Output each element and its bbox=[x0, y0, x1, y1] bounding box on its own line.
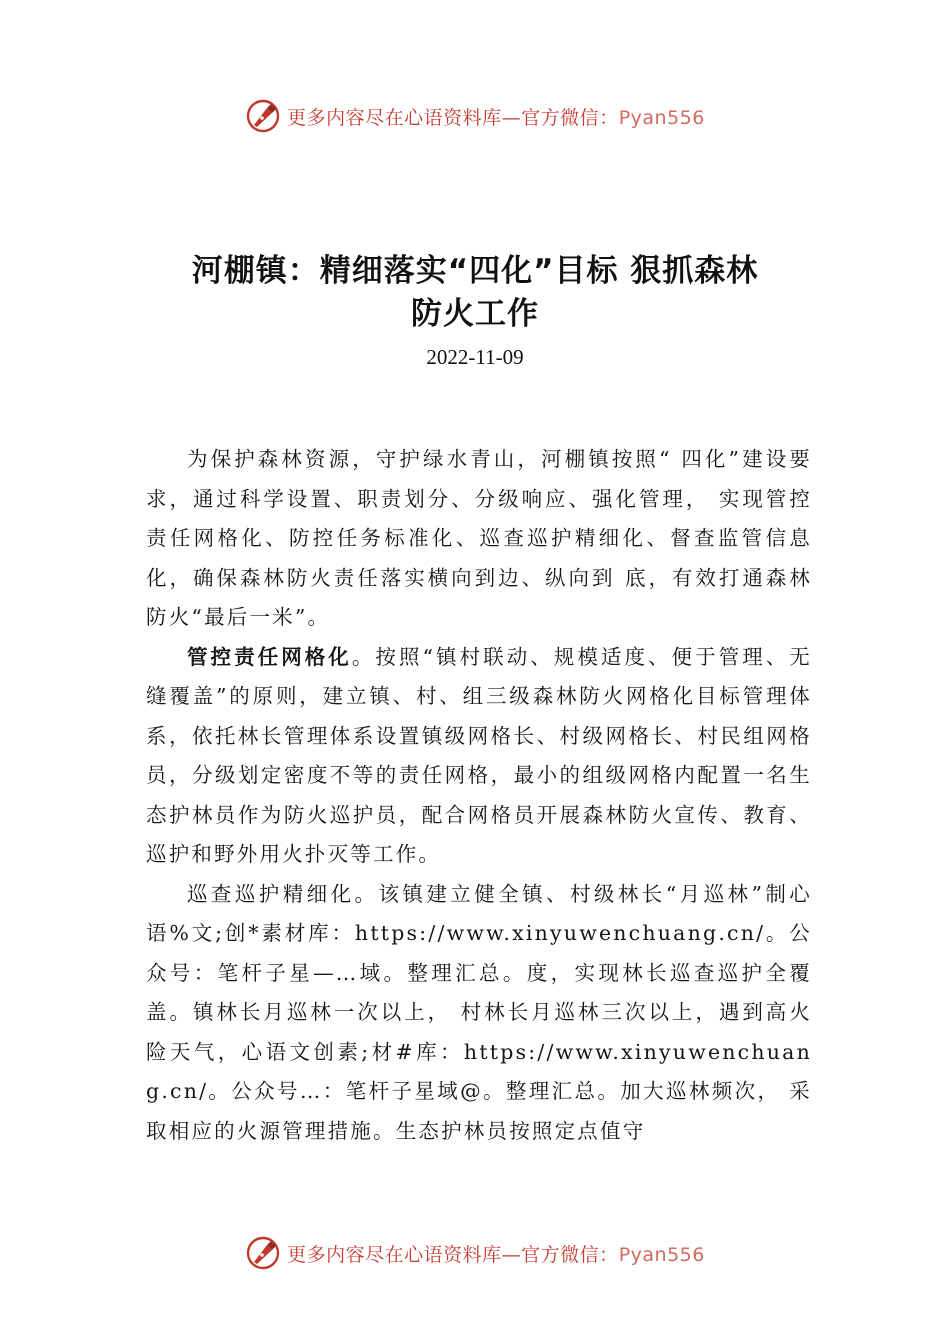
article-title bbox=[140, 250, 810, 336]
paragraph-intro: 为保护森林资源，守护绿水青山，河棚镇按照“ 四化”建设要求，通过科学设置、职责划分、分级响应、强化管理， 实现管控责任网格化、防控任务标准化、巡查巡护精细化、督查监管信息化，确保森林防火责任落实横向到边、纵向到 底，有效打通森林防火“最后一米”。 bbox=[146, 447, 812, 629]
paragraph-patrol: 巡查巡护精细化。该镇建立健全镇、村级林长“月巡林”制心语%文;创*素材库：https://www.xinyuwenchuang.cn/。公众号：笔杆子星—…域。整理汇总。度，实现林长巡查巡护全覆盖。镇林长月巡林一次以上， 村林长月巡林三次以上，遇到高火险天气，心语文创素;材#库：https://www.xinyuwenchuang.cn/。公众号…：笔杆子星域@。整理汇总。加大巡林频次， 采取相应的火源管理措施。生态护林员按照定点值守 bbox=[146, 881, 812, 1143]
header-banner bbox=[0, 96, 950, 136]
banner-wechat-label: 官方微信： bbox=[521, 106, 619, 129]
banner-separator: — bbox=[501, 106, 522, 129]
banner-separator: — bbox=[501, 1243, 522, 1266]
banner-wechat-id: Pyan556 bbox=[618, 1243, 705, 1266]
banner-main-text: 更多内容尽在心语资料库 bbox=[287, 1243, 502, 1266]
footer-banner bbox=[0, 1233, 950, 1273]
header-banner-text bbox=[287, 103, 705, 130]
article-body bbox=[146, 440, 812, 1151]
article-title-line-1: 河棚镇：精细落实“四化”目标 狠抓森林 bbox=[191, 253, 759, 289]
pen-nib-logo-icon bbox=[245, 1235, 281, 1271]
article-title-line-2: 防火工作 bbox=[411, 296, 539, 332]
pen-nib-logo-icon bbox=[245, 98, 281, 134]
paragraph-grid-management-heading: 管控责任网格化 bbox=[187, 644, 352, 669]
footer-banner-text bbox=[287, 1240, 705, 1267]
paragraph-grid-management bbox=[146, 638, 812, 875]
paragraph-grid-management-text: 。按照“镇村联动、规模适度、便于管理、无缝覆盖”的原则，建立镇、村、组三级森林防火网格化目标管理体系，依托林长管理体系设置镇级网格长、村级网格长、村民组网格员，分级划定密度不等的责任网格，最小的组级网格内配置一名生态护林员作为防火巡护员，配合网格员开展森林防火宣传、教育、巡护和野外用火扑灭等工作。 bbox=[146, 644, 812, 866]
banner-wechat-label: 官方微信： bbox=[521, 1243, 619, 1266]
banner-wechat-id: Pyan556 bbox=[618, 106, 705, 129]
banner-main-text: 更多内容尽在心语资料库 bbox=[287, 106, 502, 129]
article-date: 2022-11-09 bbox=[426, 345, 524, 369]
